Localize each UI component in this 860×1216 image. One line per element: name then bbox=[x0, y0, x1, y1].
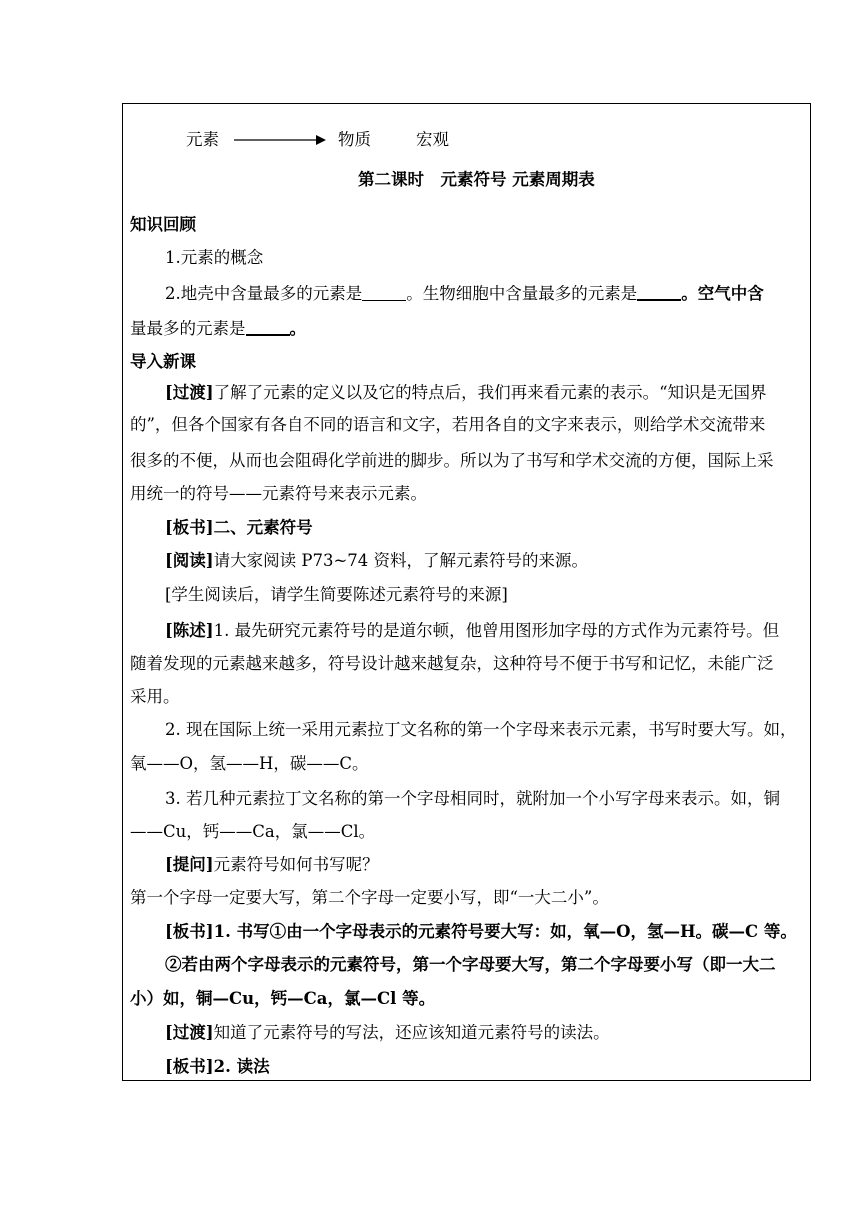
review-item-2: 2.地壳中含量最多的元素是 。生物细胞中含量最多的元素是 。空气中含 bbox=[165, 281, 808, 306]
statement-p2-line-2: 氧——O，氢——H，碳——C。 bbox=[130, 754, 369, 773]
board-reading-line: [板书]2. 读法 bbox=[165, 1057, 270, 1076]
blank-1[interactable] bbox=[362, 282, 406, 301]
review-item-2-cont: 量最多的元素是 。 bbox=[130, 316, 808, 341]
intro-line-4: 用统一的符号——元素符号来表示元素。 bbox=[130, 484, 427, 503]
intro-line-2: 的”，但各个国家有各自不同的语言和文字，若用各自的文字来表示，则给学术交流带来 bbox=[130, 415, 766, 434]
board-heading-1: [板书]二、元素符号 bbox=[165, 518, 313, 537]
board-writing-line-2: ②若由两个字母表示的元素符号，第一个字母要大写，第二个字母要小写（即一大二 bbox=[165, 955, 776, 974]
statement-p1-line-3: 采用。 bbox=[130, 687, 180, 706]
transition-line: [过渡]知道了元素符号的写法，还应该知道元素符号的读法。 bbox=[165, 1023, 610, 1042]
substance-label: 物质 bbox=[338, 130, 371, 149]
question-line: [提问]元素符号如何书写呢？ bbox=[165, 855, 379, 874]
blank-2[interactable] bbox=[637, 281, 681, 301]
blank-3[interactable] bbox=[246, 316, 290, 336]
statement-p2-line-1: 2. 现在国际上统一采用元素拉丁文名称的第一个字母来表示元素，书写时要大写。如， bbox=[165, 720, 797, 739]
intro-line-3: 很多的不便，从而也会阻碍化学前进的脚步。所以为了书写和学术交流的方便，国际上采 bbox=[130, 451, 774, 470]
intro-line-1: [过渡]了解了元素的定义以及它的特点后，我们再来看元素的表示。“知识是无国界 bbox=[165, 383, 767, 402]
question-answer: 第一个字母一定要大写，第二个字母一定要小写，即“一大二小”。 bbox=[130, 888, 609, 907]
review-heading: 知识回顾 bbox=[130, 215, 196, 234]
statement-p3-line-1: 3. 若几种元素拉丁文名称的第一个字母相同时，就附加一个小写字母来表示。如，铜 bbox=[165, 789, 780, 808]
review-item-1: 1.元素的概念 bbox=[165, 248, 264, 267]
macro-label: 宏观 bbox=[416, 130, 449, 149]
board-writing-line-1: [板书]1. 书写①由一个字母表示的元素符号要大写：如，氧—O，氢—H。碳—C 等。 bbox=[165, 922, 797, 941]
intro-heading: 导入新课 bbox=[130, 352, 196, 371]
statement-p3-line-2: ——Cu，钙——Ca，氯——Cl。 bbox=[130, 822, 376, 841]
lesson-title: 第二课时 元素符号 元素周期表 bbox=[358, 170, 595, 189]
statement-p1-line-2: 随着发现的元素越来越多，符号设计越来越复杂，这种符号不便于书写和记忆，未能广泛 bbox=[130, 654, 774, 673]
element-label: 元素 bbox=[186, 130, 219, 149]
reading-line: [阅读]请大家阅读 P73~74 资料，了解元素符号的来源。 bbox=[165, 551, 589, 570]
board-writing-line-3: 小）如，铜—Cu，钙—Ca，氯—Cl 等。 bbox=[130, 989, 436, 1008]
statement-p1-line-1: [陈述]1. 最先研究元素符号的是道尔顿，他曾用图形加字母的方式作为元素符号。但 bbox=[165, 621, 780, 640]
student-note: [学生阅读后，请学生简要陈述元素符号的来源] bbox=[165, 585, 508, 604]
arrow-icon bbox=[234, 133, 326, 147]
